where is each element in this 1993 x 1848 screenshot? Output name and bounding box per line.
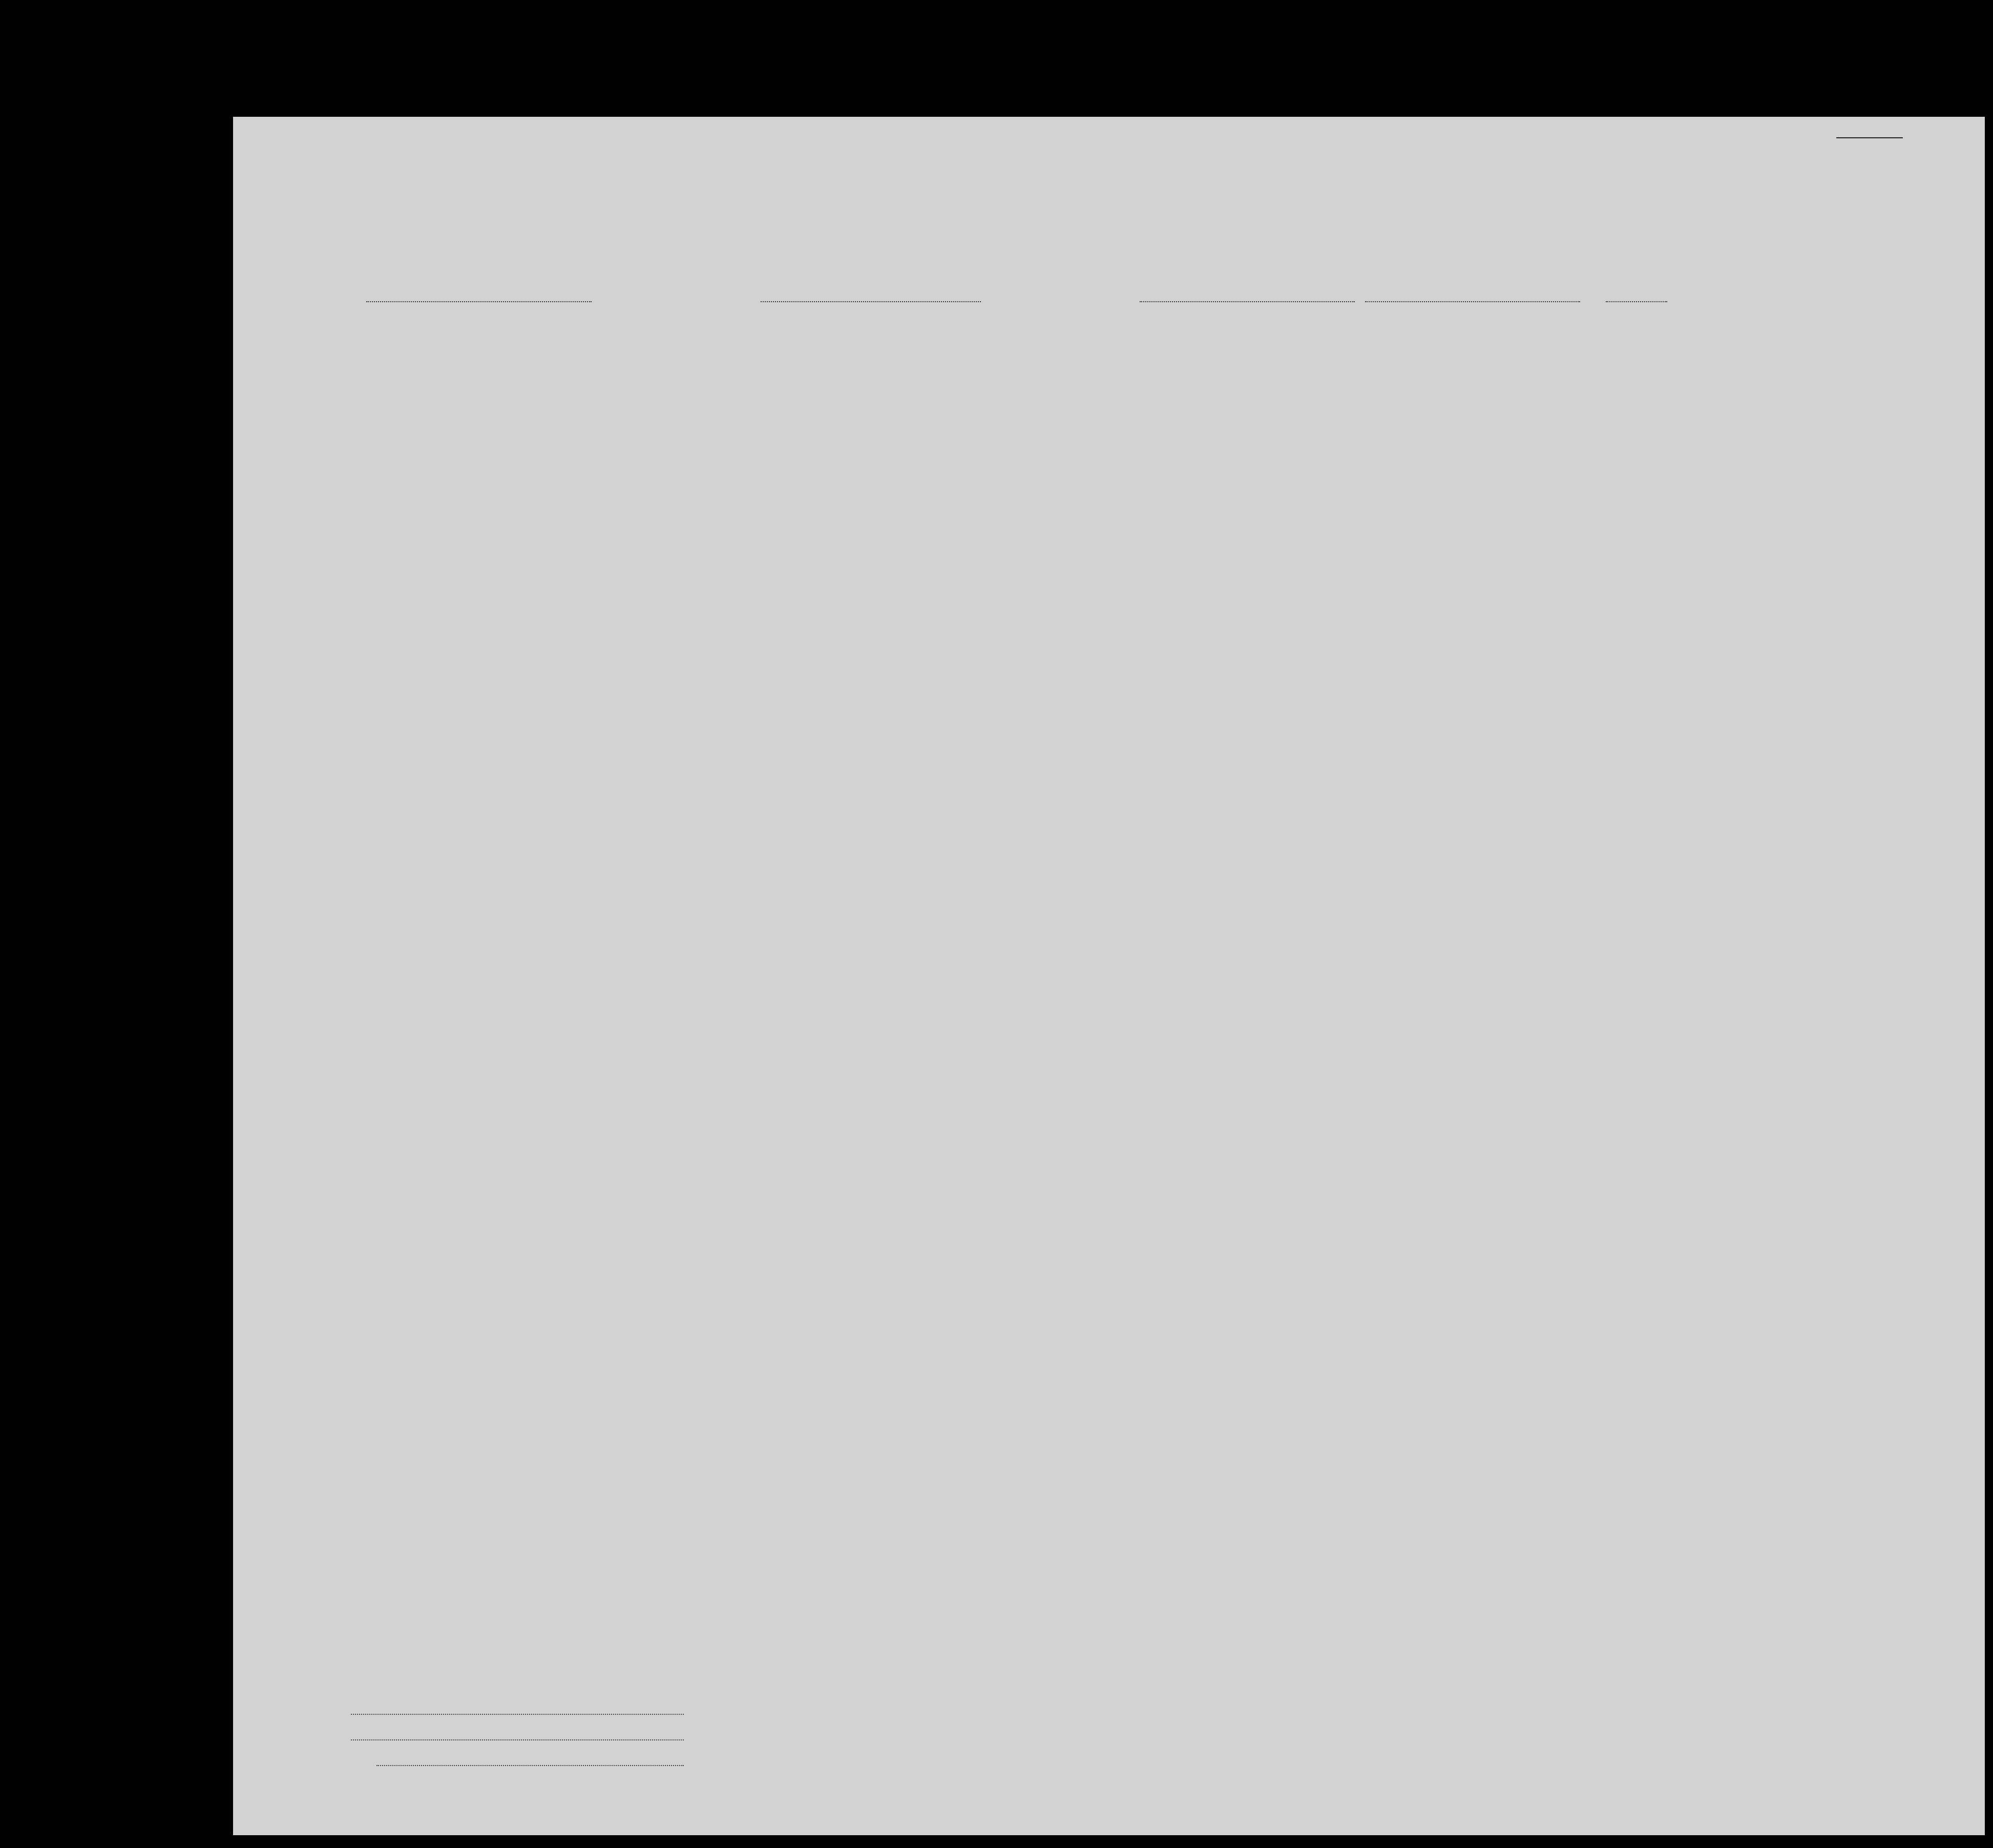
manifest-sheet <box>233 117 1985 1835</box>
manifest-table-grid <box>233 117 1985 1835</box>
